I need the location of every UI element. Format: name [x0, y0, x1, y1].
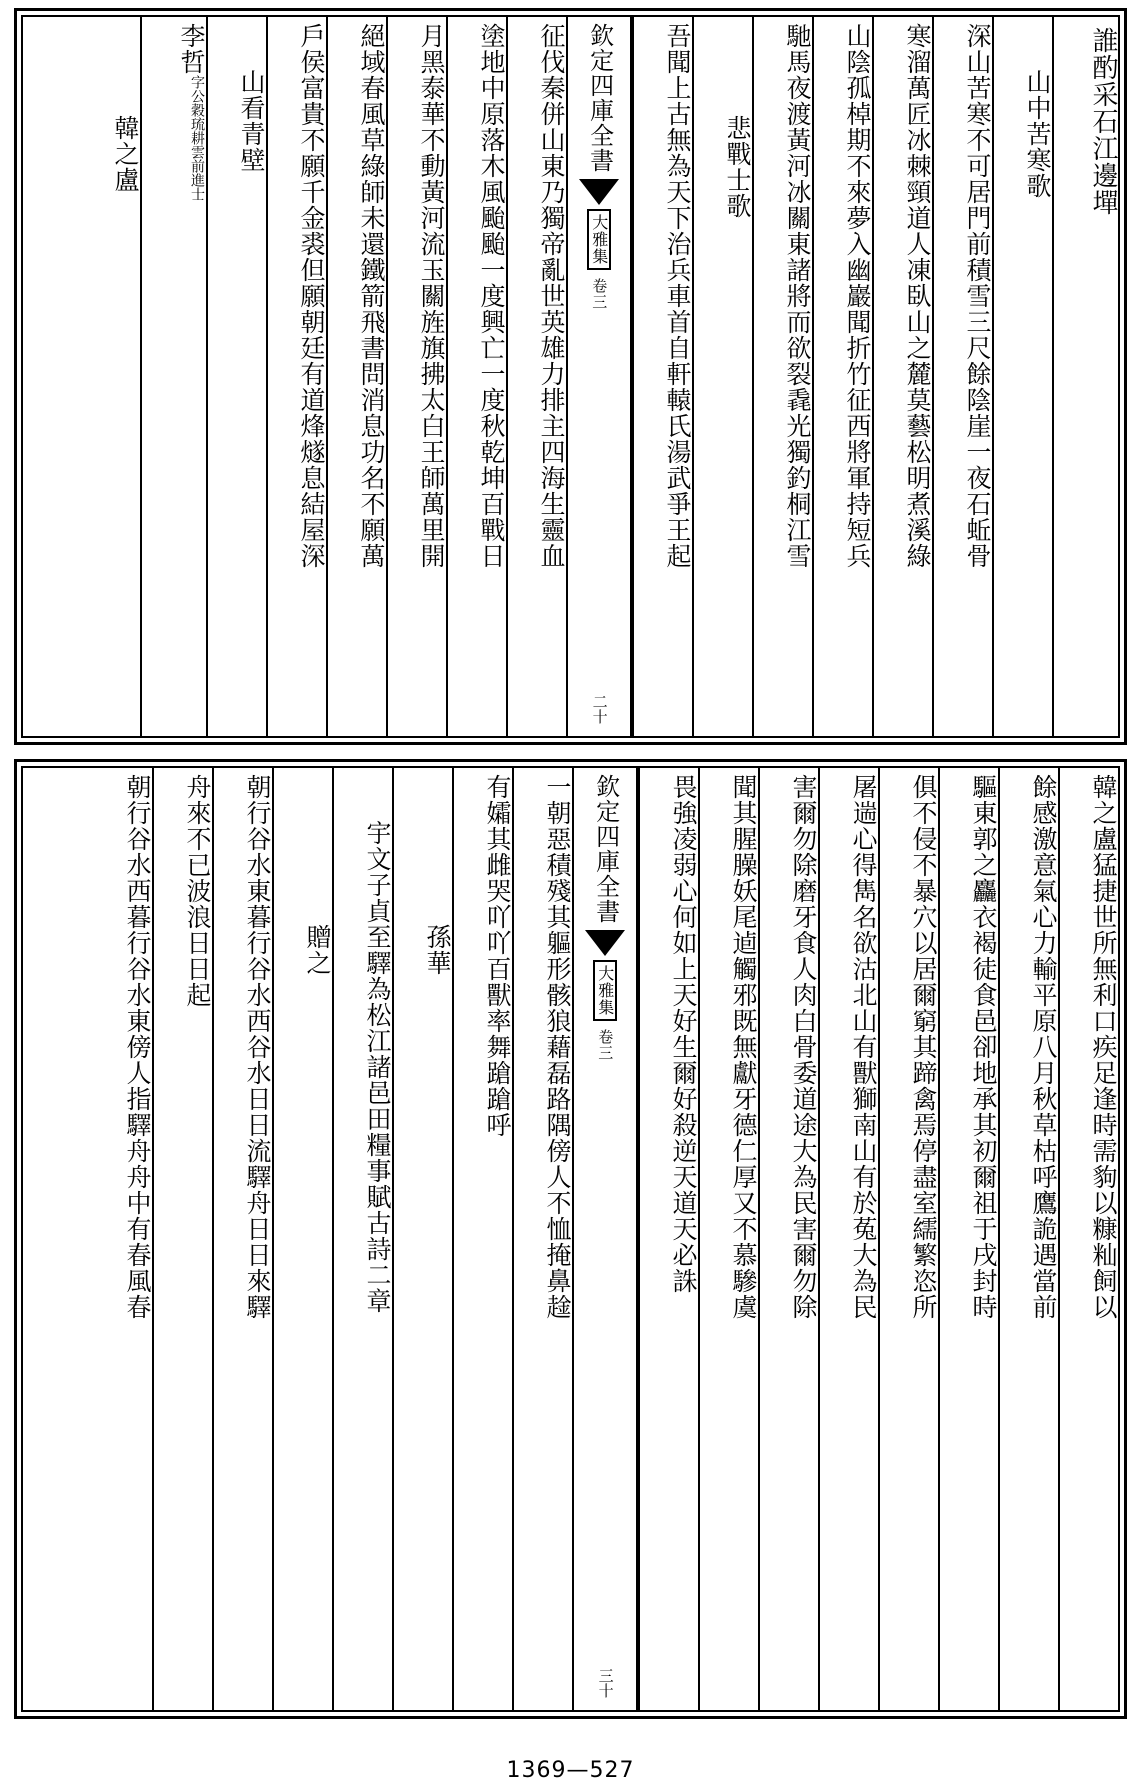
volume-number: 卷三: [590, 278, 609, 310]
leaf-number: 三十: [596, 1668, 615, 1698]
text-column: 害爾勿除磨牙食人肉白骨委道途大為民害爾勿除: [758, 768, 818, 1710]
text-column: 聞其腥臊妖尾逌觸邪既無獻牙德仁厚又不慕驂虞: [698, 768, 758, 1710]
fishtail-mark: [579, 179, 619, 205]
text-column: 月黑泰華不動黃河流玉關旌旗拂太白王師萬里開: [386, 17, 446, 736]
center-band-top: [566, 17, 632, 736]
text-column: 朝行谷水西暮行谷水東傍人指驛舟舟中有春風春: [123, 774, 152, 1320]
text-column: 一朝惡積殘其軀形骸狼藉磊路隅傍人不恤掩鼻趛: [512, 768, 572, 1710]
text-column: 塗地中原落木風颱颱一度興亡一度秋乾坤百戰日: [446, 17, 506, 736]
text-column: 山陰孤棹期不來夢入幽巖聞折竹征西將軍持短兵: [812, 17, 872, 736]
poem-title-column: 宇文子貞至驛為松江諸邑田糧事賦古詩二章: [332, 768, 392, 1710]
text-column: 戶侯富貴不願千金裘但願朝廷有道烽燧息結屋深: [266, 17, 326, 736]
author-column: 孫華: [392, 768, 452, 1710]
text-column: 征伐秦併山東乃獨帝亂世英雄力排主四海生靈血: [506, 17, 566, 736]
author-column: 李哲 字公穀琉耕雲前進士: [140, 17, 206, 736]
text-column: 深山苦寒不可居門前積雪三尺餘陰崖一夜石蚯骨: [932, 17, 992, 736]
leaf-bottom: [14, 759, 1127, 1719]
text-column: 韓之盧猛捷世所無利口疾足逢時需豿以糠籼飼以: [1058, 768, 1118, 1710]
interlinear-note: 字公穀琉耕雲前進士: [189, 75, 205, 201]
volume-number: 卷三: [596, 1029, 615, 1061]
section-title-column: 韓之盧: [111, 115, 140, 193]
text-column: 畏強凌弱心何如上天好生爾好殺逆天道天必誅: [638, 768, 698, 1710]
center-band-bottom: [572, 768, 638, 1710]
text-column: 誰酌采石江邊墠: [1052, 17, 1118, 736]
text-column: 朝行谷水東暮行谷水西谷水日日流驛舟日日來驛: [212, 768, 272, 1710]
book-title: 欽定四庫全書: [585, 23, 614, 173]
text-column: 俱不侵不暴穴以居爾窮其蹄禽焉停盡室繻繁恣所: [878, 768, 938, 1710]
poem-title-column: 悲戰士歌: [692, 17, 752, 736]
fishtail-mark: [585, 930, 625, 956]
leaf-number: 二十: [590, 694, 609, 724]
leaf-top: [14, 8, 1127, 745]
text-column: 馳馬夜渡黃河冰關東諸將而欲裂毳光獨釣桐江雪: [752, 17, 812, 736]
text-column: 餘感激意氣心力輸平原八月秋草枯呼鷹詭遇當前: [998, 768, 1058, 1710]
page-footer: 1369—527: [506, 1758, 635, 1783]
text-column: 寒溜萬匠冰棘頸道人凍臥山之麓莫藝松明煮溪綠: [872, 17, 932, 736]
poem-title-column: 贈之: [272, 768, 332, 1710]
collection-title: 大雅集: [593, 960, 617, 1021]
text-column: 絕域春風草綠師未還鐵箭飛書問消息功名不願萬: [326, 17, 386, 736]
text-column: 屠遄心得雋名欲沽北山有獸獅南山有於菟大為民: [818, 768, 878, 1710]
book-title: 欽定四庫全書: [591, 774, 620, 924]
leaf-bottom-frame: [21, 766, 1120, 1712]
poem-title-column: 山中苦寒歌: [992, 17, 1052, 736]
text-column: 舟來不已波浪日日起: [152, 768, 212, 1710]
text-column: 有孀其雌哭吖吖百獸率舞蹌蹌呼: [452, 768, 512, 1710]
poem-title-column: 山看青壁: [206, 17, 266, 736]
text-column: 吾聞上古無為天下治兵車首自軒轅氏湯武爭王起: [632, 17, 692, 736]
text-column: 驅東郭之麤衣褐徒食邑卻地承其初爾祖于戌封時: [938, 768, 998, 1710]
collection-title: 大雅集: [587, 209, 611, 270]
leaf-top-frame: [21, 15, 1120, 738]
